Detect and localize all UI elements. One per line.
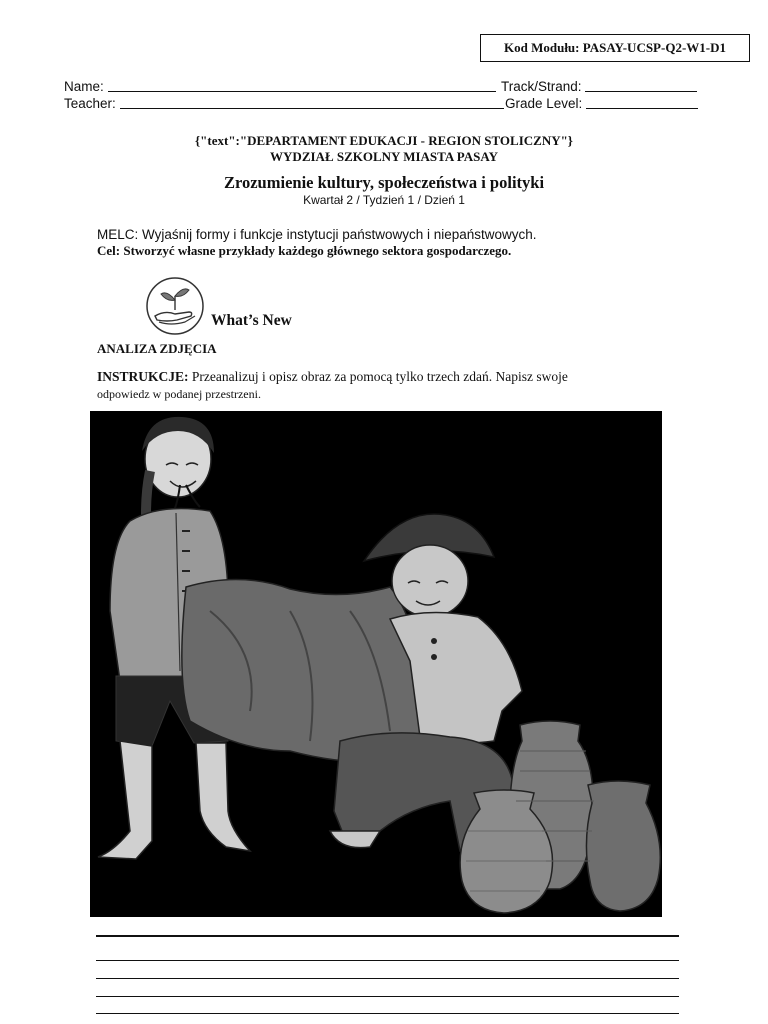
hand-with-plant-icon: [145, 276, 205, 336]
section-label: What’s New: [211, 312, 292, 329]
grade-blank[interactable]: [586, 97, 698, 109]
track-field: [501, 79, 697, 94]
department-heading: {"text":"DEPARTAMENT EDUKACJI - REGION STOLICZNY"}: [195, 133, 573, 148]
name-field: [64, 79, 496, 94]
name-blank[interactable]: [108, 80, 496, 92]
instructions: [97, 369, 568, 385]
instructions-label: INSTRUKCJE:: [97, 369, 189, 384]
instructions-continuation: odpowiedz w podanej przestrzeni.: [97, 387, 261, 401]
quarter-info: Kwartał 2 / Tydzień 1 / Dzień 1: [303, 193, 465, 207]
track-label: Track/Strand:: [501, 79, 582, 94]
answer-line[interactable]: [96, 996, 679, 997]
module-code-box: [480, 34, 750, 62]
activity-title: ANALIZA ZDJĘCIA: [97, 341, 217, 356]
melc-text: MELC: Wyjaśnij formy i funkcje instytucji państwowych i niepaństwowych.: [97, 227, 537, 242]
subject-title: Zrozumienie kultury, społeczeństwa i polityki: [223, 173, 545, 192]
teacher-blank[interactable]: [120, 97, 504, 109]
grade-label: Grade Level:: [505, 96, 583, 111]
name-label: Name:: [64, 79, 104, 94]
answer-line[interactable]: [96, 935, 679, 937]
answer-line[interactable]: [96, 960, 679, 961]
teacher-field: [64, 96, 504, 111]
module-code: Kod Modułu: PASAY-UCSP-Q2-W1-D1: [504, 40, 726, 55]
goal-text: Cel: Stworzyć własne przykłady każdego głównego sektora gospodarczego.: [97, 243, 512, 258]
instructions-text: Przeanalizuj i opisz obraz za pomocą tylko trzech zdań. Napisz swoje: [188, 369, 568, 384]
track-blank[interactable]: [585, 80, 697, 92]
grade-field: [505, 96, 698, 111]
illustration-two-men-with-cloth-and-jars: [90, 411, 662, 917]
answer-line[interactable]: [96, 978, 679, 979]
answer-line[interactable]: [96, 1013, 679, 1014]
division-heading: WYDZIAŁ SZKOLNY MIASTA PASAY: [270, 149, 498, 164]
teacher-label: Teacher:: [64, 96, 116, 111]
